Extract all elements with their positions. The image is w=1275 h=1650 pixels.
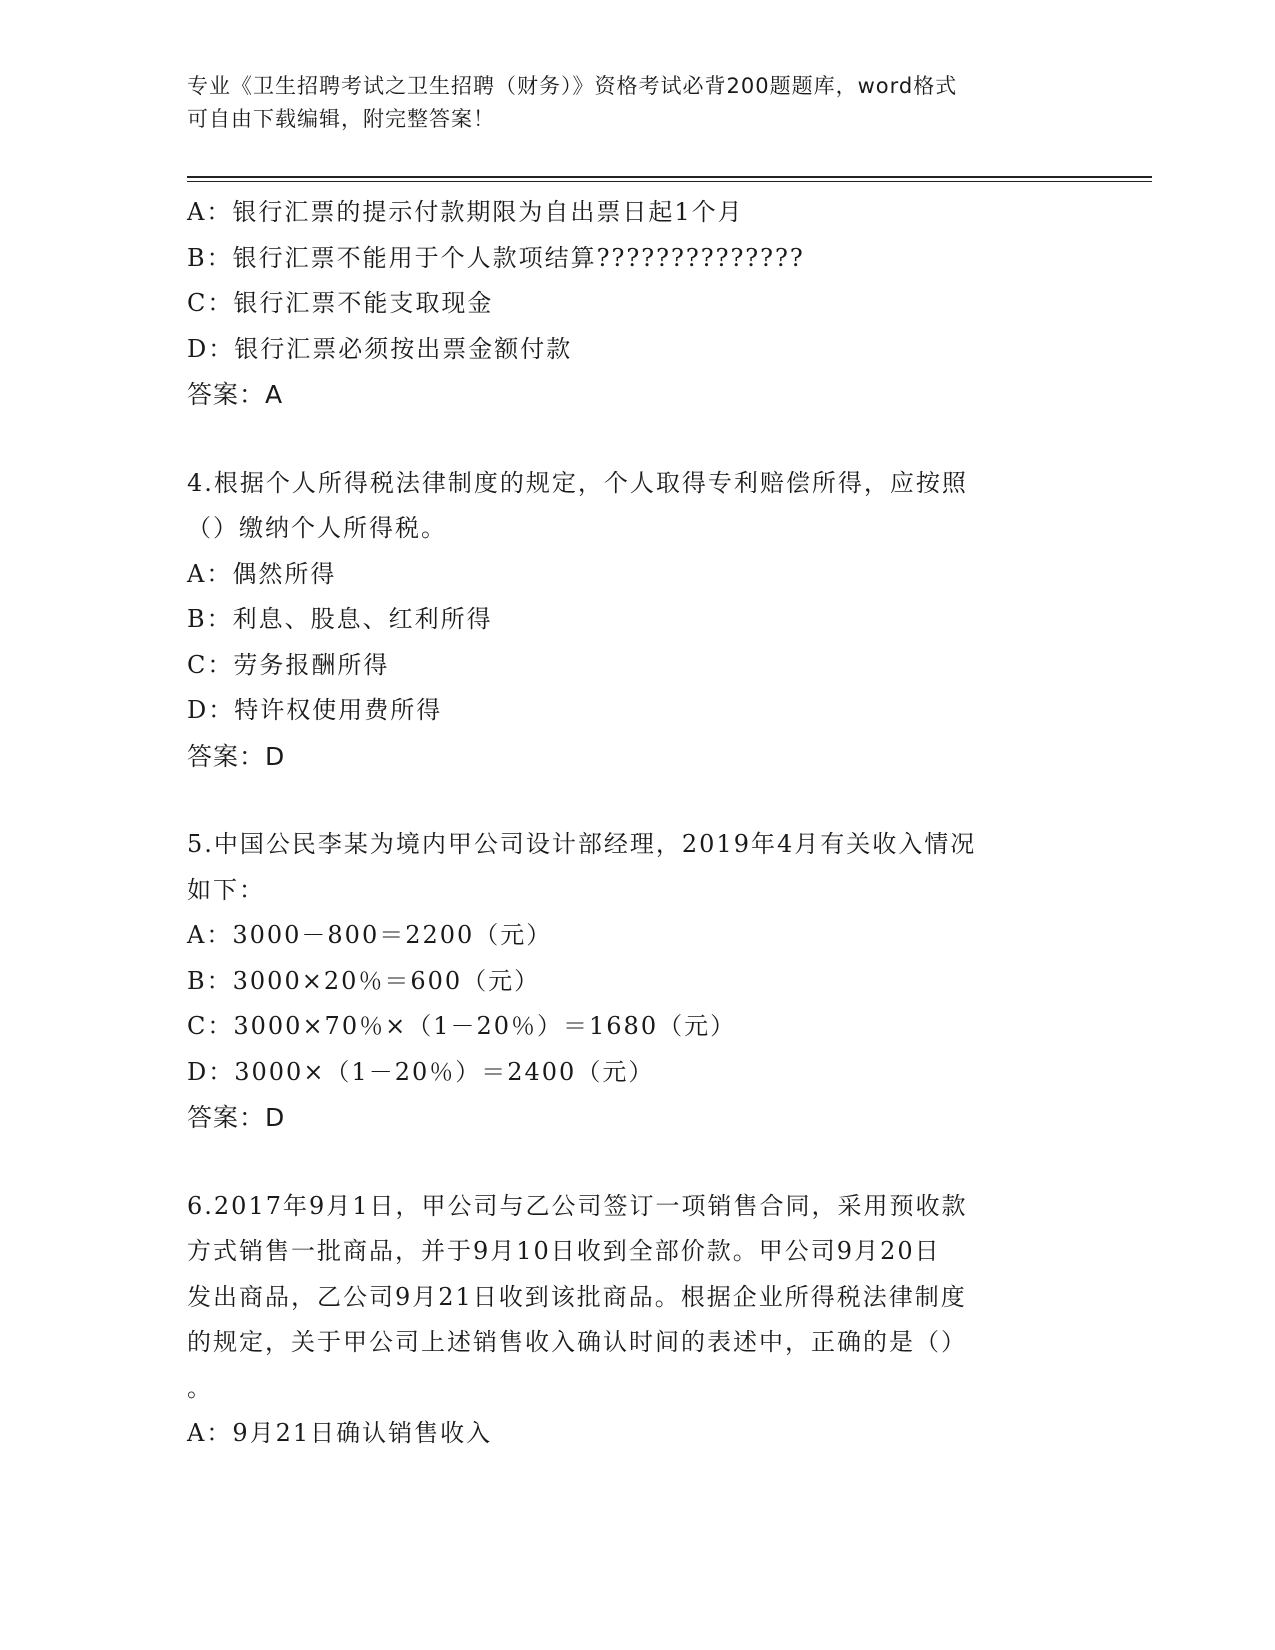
header-divider-thick [187,176,1152,178]
option-d: D：银行汇票必须按出票金额付款 [187,334,573,363]
question-stem-line: 4.根据个人所得税法律制度的规定，个人取得专利赔偿所得，应按照 [187,468,968,497]
question-6 [187,1184,1067,1457]
option-a: A：偶然所得 [187,559,337,588]
header-divider-thin [187,181,1152,182]
option-a: A：9月21日确认销售收入 [187,1419,493,1447]
header-line-2: 可自由下载编辑，附完整答案！ [187,107,495,131]
option-b: B：利息、股息、红利所得 [187,605,493,633]
question-5 [187,822,1067,1141]
question-stem-line: （）缴纳个人所得税。 [187,514,447,542]
answer-line: 答案：D [187,741,286,771]
question-stem-line: 如下： [187,875,265,904]
question-stem-line: 6.2017年9月1日，甲公司与乙公司签订一项销售合同，采用预收款 [187,1191,968,1220]
answer-line: 答案：A [187,380,284,409]
spacer [187,418,1067,461]
question-4 [187,461,1067,780]
option-c: C：劳务报酬所得 [187,650,390,679]
question-list [187,190,1067,1457]
question-stem-line: 的规定，关于甲公司上述销售收入确认时间的表述中，正确的是（） [187,1328,967,1356]
option-b: B：银行汇票不能用于个人款项结算?????????????? [187,243,805,272]
question-3 [187,190,1067,418]
option-d: D：3000×（1－20％）＝2400（元） [187,1057,655,1086]
question-stem-line: 发出商品，乙公司9月21日收到该批商品。根据企业所得税法律制度 [187,1282,967,1311]
option-c: C：3000×70％×（1－20％）＝1680（元） [187,1012,737,1040]
question-stem-line: 5.中国公民李某为境内甲公司设计部经理，2019年4月有关收入情况 [187,830,977,858]
spacer [187,1141,1067,1184]
option-b: B：3000×20％＝600（元） [187,966,541,995]
option-a: A：3000－800＝2200（元） [187,921,553,949]
question-stem-line: 。 [187,1373,213,1402]
document-header [187,70,1067,136]
answer-line: 答案：D [187,1103,286,1132]
question-stem-line: 方式销售一批商品，并于9月10日收到全部价款。甲公司9月20日 [187,1237,941,1265]
option-c: C：银行汇票不能支取现金 [187,289,494,317]
option-a: A：银行汇票的提示付款期限为自出票日起1个月 [187,198,744,226]
header-line-1: 专业《卫生招聘考试之卫生招聘（财务）》资格考试必背200题题库，word格式 [187,74,958,98]
option-d: D：特许权使用费所得 [187,696,443,724]
spacer [187,779,1067,822]
